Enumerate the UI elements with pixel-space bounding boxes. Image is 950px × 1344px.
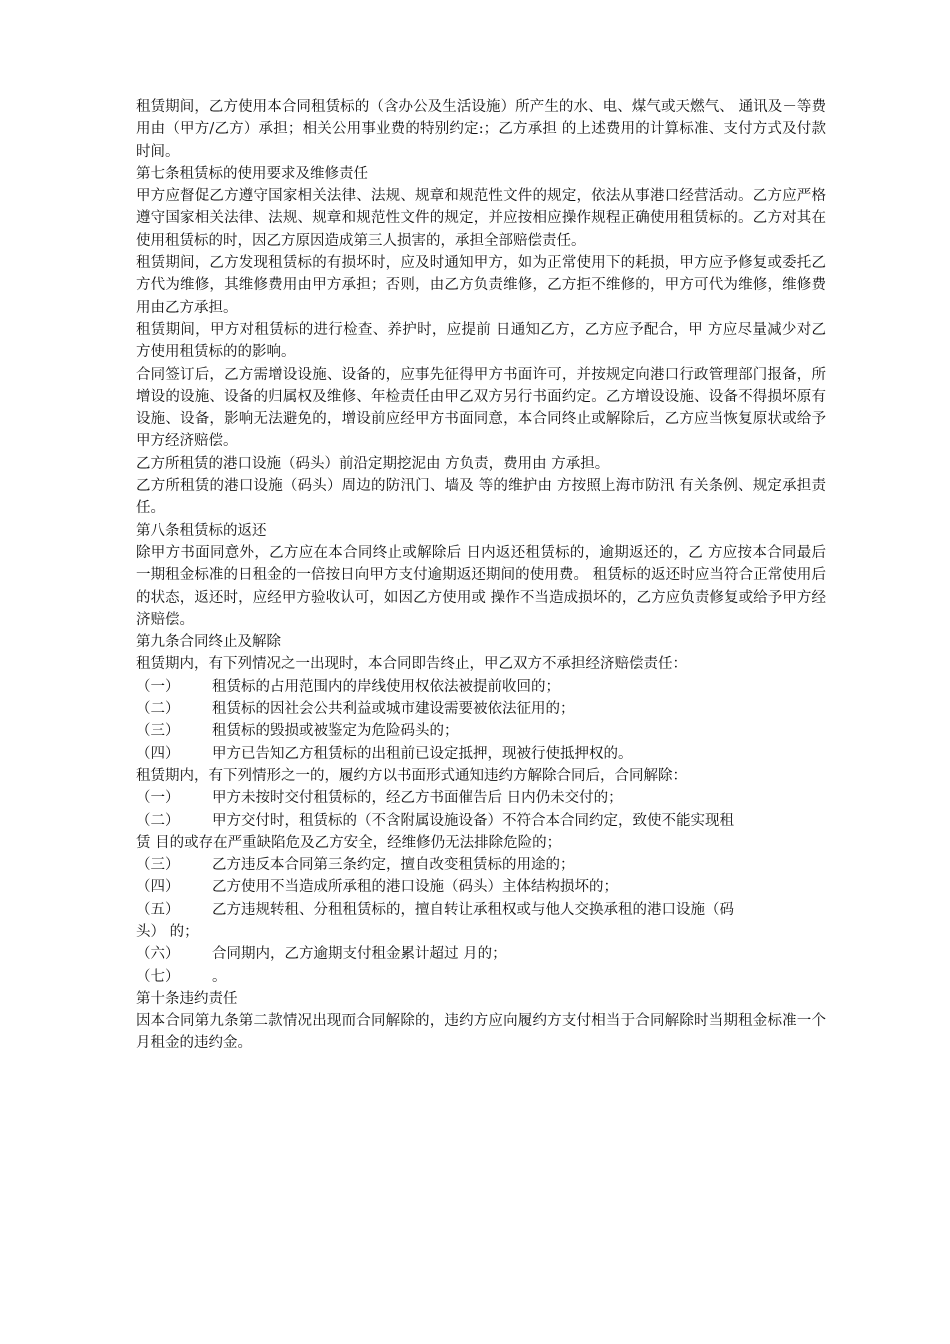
list-item-number: （四） — [136, 745, 180, 762]
list-item-number: （二） — [136, 701, 180, 718]
article-8-title: 第八条租赁标的返还 — [136, 522, 267, 539]
paragraph-dredging: 乙方所租赁的港口设施（码头）前沿定期挖泥由 方负责，费用由 方承担。 — [136, 455, 610, 472]
list-item — [136, 676, 826, 698]
list-item-continuation: 头） 的； — [136, 923, 199, 940]
list-item-text: 合同期内，乙方逾期支付租金累计超过 月的； — [212, 946, 507, 963]
list-item — [136, 876, 826, 898]
paragraph-additional-facilities: 合同签订后，乙方需增设设施、设备的，应事先征得甲方书面许可，并按规定向港口行政管理部门报备，所增设的设施、设备的归属权及维修、年检责任由甲乙双方另行书面约定。乙方增设设施、设备不得损坏原有设施、设备，影响无法避免的，增设前应经甲方书面同意，本合同终止或解除后，乙方应当恢复原状或给予甲方经济赔偿。 — [136, 366, 826, 450]
list-item-text: 乙方使用不当造成所承租的港口设施（码头）主体结构损坏的； — [212, 879, 618, 896]
list-item-text: 租赁标的占用范围内的岸线使用权依法被提前收回的； — [212, 678, 560, 695]
list-item-text: 甲方已告知乙方租赁标的出租前已设定抵押，现被行使抵押权的。 — [212, 745, 633, 762]
list-item — [136, 810, 826, 832]
article-9-title: 第九条合同终止及解除 — [136, 634, 281, 651]
list-item — [136, 743, 826, 765]
list-item-number: （四） — [136, 879, 180, 896]
paragraph-penalty: 因本合同第九条第二款情况出现而合同解除的，违约方应向履约方支付相当于合同解除时当期租金标准一个月租金的违约金。 — [136, 1013, 826, 1052]
list-item-text: 甲方交付时，租赁标的（不含附属设施设备）不符合本合同约定，致使不能实现租 — [212, 812, 734, 829]
list-item-text: 租赁标的因社会公共利益或城市建设需要被依法征用的； — [212, 701, 575, 718]
paragraph-rescission-intro: 租赁期内，有下列情形之一的，履约方以书面形式通知违约方解除合同后，合同解除： — [136, 767, 687, 784]
paragraph-utility-fees: 租赁期间，乙方使用本合同租赁标的（含办公及生活设施）所产生的水、电、煤气或天燃气、 通讯及－等费用由（甲方/乙方）承担；相关公用事业费的特别约定:；乙方承担 的上述费用的计算标准、支付方式及付款时间。 — [136, 99, 826, 160]
paragraph-termination-intro: 租赁期内，有下列情况之一出现时，本合同即告终止，甲乙双方不承担经济赔偿责任： — [136, 656, 687, 673]
article-7-title: 第七条租赁标的使用要求及维修责任 — [136, 165, 368, 182]
list-item — [136, 943, 826, 965]
paragraph-return: 除甲方书面同意外，乙方应在本合同终止或解除后 日内返还租赁标的，逾期返还的，乙 方应按本合同最后一期租金标准的日租金的一倍按日向甲方支付逾期返还期间的使用费。 租赁标的返还时应当符合正常使用后的状态，返还时，应经甲方验收认可，如因乙方使用或 操作不当造成损坏的，乙方应负责修复或给予甲方经济赔偿。 — [136, 544, 826, 628]
paragraph-flood-control: 乙方所租赁的港口设施（码头）周边的防汛门、墙及 等的维护由 方按照上海市防汛 有关条例、规定承担责任。 — [136, 478, 826, 517]
list-item-number: （一） — [136, 790, 180, 807]
list-item-number: （五） — [136, 901, 180, 918]
list-item-text: 租赁标的毁损或被鉴定为危险码头的； — [212, 723, 459, 740]
list-item — [136, 966, 826, 988]
list-item-number: （二） — [136, 812, 180, 829]
list-item — [136, 787, 826, 809]
list-item-number: （三） — [136, 723, 180, 740]
list-item-continuation: 赁 目的或存在严重缺陷危及乙方安全，经维修仍无法排除危险的； — [136, 834, 562, 851]
list-item-text: 乙方违规转租、分租租赁标的，擅自转让承租权或与他人交换承租的港口设施（码 — [212, 901, 734, 918]
list-item-text: 甲方未按时交付租赁标的，经乙方书面催告后 日内仍未交付的； — [212, 790, 623, 807]
article-10-title: 第十条违约责任 — [136, 990, 238, 1007]
list-item — [136, 854, 826, 876]
list-item-number: （六） — [136, 946, 180, 963]
list-item — [136, 698, 826, 720]
list-item-text: 。 — [212, 968, 227, 985]
list-item-number: （三） — [136, 857, 180, 874]
list-item-text: 乙方违反本合同第三条约定，擅自改变租赁标的用途的； — [212, 857, 575, 874]
paragraph-repair: 租赁期间，乙方发现租赁标的有损坏时，应及时通知甲方，如为正常使用下的耗损，甲方应予修复或委托乙方代为维修，其维修费用由甲方承担；否则，由乙方负责维修，乙方拒不维修的，甲方可代为维修，维修费用由乙方承担。 — [136, 255, 826, 316]
list-item — [136, 899, 826, 921]
paragraph-inspection: 租赁期间，甲方对租赁标的进行检查、养护时，应提前 日通知乙方，乙方应予配合，甲 方应尽量减少对乙方使用租赁标的的影响。 — [136, 321, 826, 361]
list-item-number: （七） — [136, 968, 180, 985]
document-page — [136, 96, 826, 1055]
list-item — [136, 720, 826, 742]
list-item-number: （一） — [136, 678, 180, 695]
paragraph-compliance: 甲方应督促乙方遵守国家相关法律、法规、规章和规范性文件的规定，依法从事港口经营活动。乙方应严格遵守国家相关法律、法规、规章和规范性文件的规定，并应按相应操作规程正确使用租赁标的。乙方对其在使用租赁标的时，因乙方原因造成第三人损害的，承担全部赔偿责任。 — [136, 188, 826, 249]
